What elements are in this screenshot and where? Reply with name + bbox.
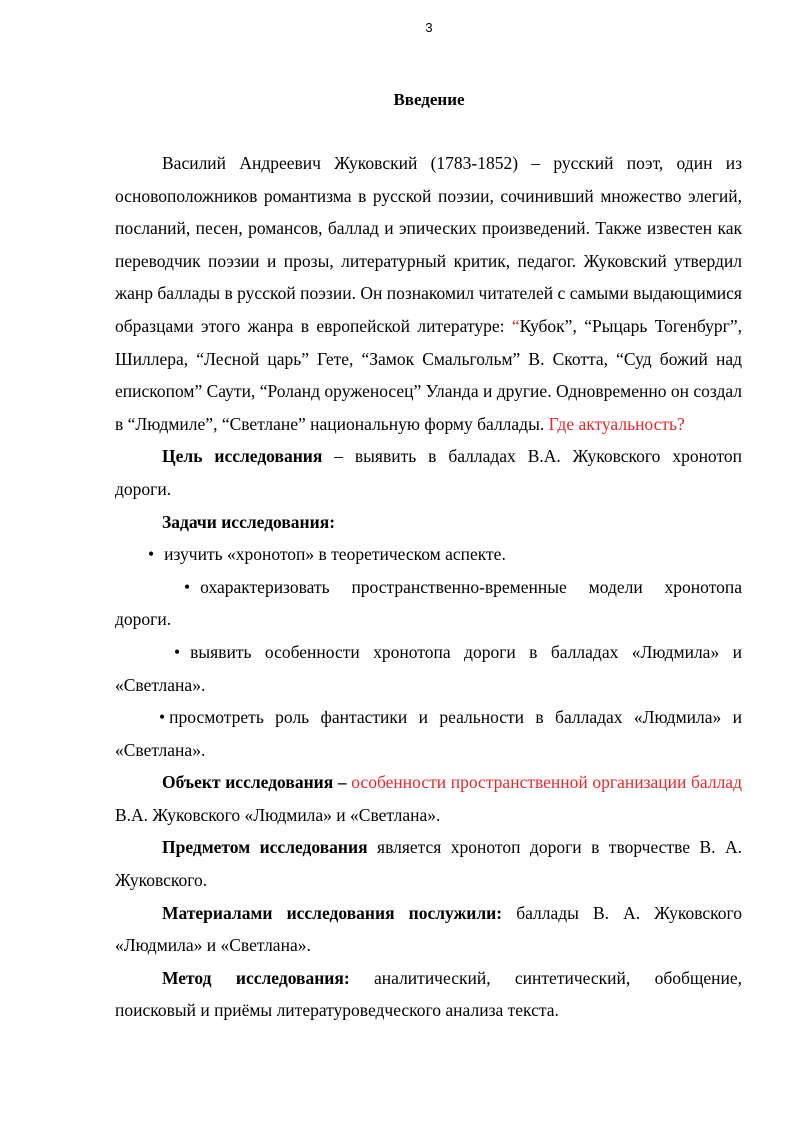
subject-label: Предметом исследования bbox=[162, 837, 368, 858]
intro-red-quote: “ bbox=[511, 315, 520, 336]
bullet-icon: • bbox=[174, 641, 181, 662]
goal-paragraph bbox=[115, 440, 742, 505]
subject-paragraph bbox=[115, 831, 742, 896]
task-text: просмотреть роль фантастики и реальности в балладах «Людмила» и «Светлана». bbox=[115, 707, 742, 760]
intro-text-1: Василий Андреевич Жуковский (1783-1852) – русский поэт, один из основоположников романтизма в русской поэзии, сочинивший множество элегий, посланий, песен, романсов, баллад и эпических произведений. Также известен как переводчик поэзии и прозы, литературный критик, педагог. Жуковский утвердил жанр баллады в русской поэзии. Он познакомил читателей с самыми выдающимися образцами этого жанра в европейской литературе: bbox=[115, 153, 742, 336]
task-text: изучить «хронотоп» в теоретическом аспекте. bbox=[164, 544, 506, 565]
task-item bbox=[115, 538, 742, 571]
subject-text: является хронотоп дороги в творчестве В. А. Жуковского. bbox=[115, 837, 742, 891]
task-text: выявить особенности хронотопа дороги в балладах «Людмила» и «Светлана». bbox=[115, 641, 742, 695]
goal-text: – выявить в балладах В.А. Жуковского хронотоп дороги. bbox=[115, 446, 742, 499]
task-item bbox=[115, 636, 742, 701]
document-body bbox=[115, 147, 742, 1027]
task-text: охарактеризовать пространственно-временные модели хронотопа дороги. bbox=[115, 576, 742, 630]
task-item bbox=[115, 701, 742, 766]
object-paragraph bbox=[115, 766, 742, 831]
bullet-icon: • bbox=[184, 576, 191, 597]
materials-label: Материалами исследования послужили: bbox=[162, 902, 503, 923]
section-heading: Введение bbox=[393, 90, 465, 109]
reviewer-note: Где актуальность? bbox=[548, 413, 685, 434]
goal-label: Цель исследования bbox=[162, 446, 323, 467]
method-paragraph bbox=[115, 962, 742, 1027]
object-text: В.А. Жуковского «Людмила» и «Светлана». bbox=[115, 804, 441, 825]
object-red-text: особенности пространственной организации баллад bbox=[346, 772, 742, 793]
bullet-icon: • bbox=[159, 707, 166, 728]
page-number: 3 bbox=[425, 20, 433, 35]
materials-paragraph bbox=[115, 897, 742, 962]
method-label: Метод исследования: bbox=[162, 967, 350, 988]
method-text: аналитический, синтетический, обобщение, поисковый и приёмы литературоведческого анализа текста. bbox=[115, 967, 742, 1021]
materials-text: баллады В. А. Жуковского «Людмила» и «Светлана». bbox=[115, 902, 742, 956]
intro-paragraph bbox=[115, 147, 742, 440]
bullet-icon: • bbox=[148, 544, 155, 565]
tasks-title: Задачи исследования: bbox=[162, 511, 336, 532]
intro-text-2: Кубок”, “Рыцарь Тогенбург”, Шиллера, “Лесной царь” Гете, “Замок Смальгольм” В. Скотта, “Суд божий над епископом” Саути, “Роланд оруженосец” Уланда и другие. Одновременно он создал в “Людмиле”, “Светлане” национальную форму баллады. bbox=[115, 315, 743, 434]
object-label: Объект исследования – bbox=[162, 772, 347, 793]
task-item bbox=[115, 571, 742, 636]
